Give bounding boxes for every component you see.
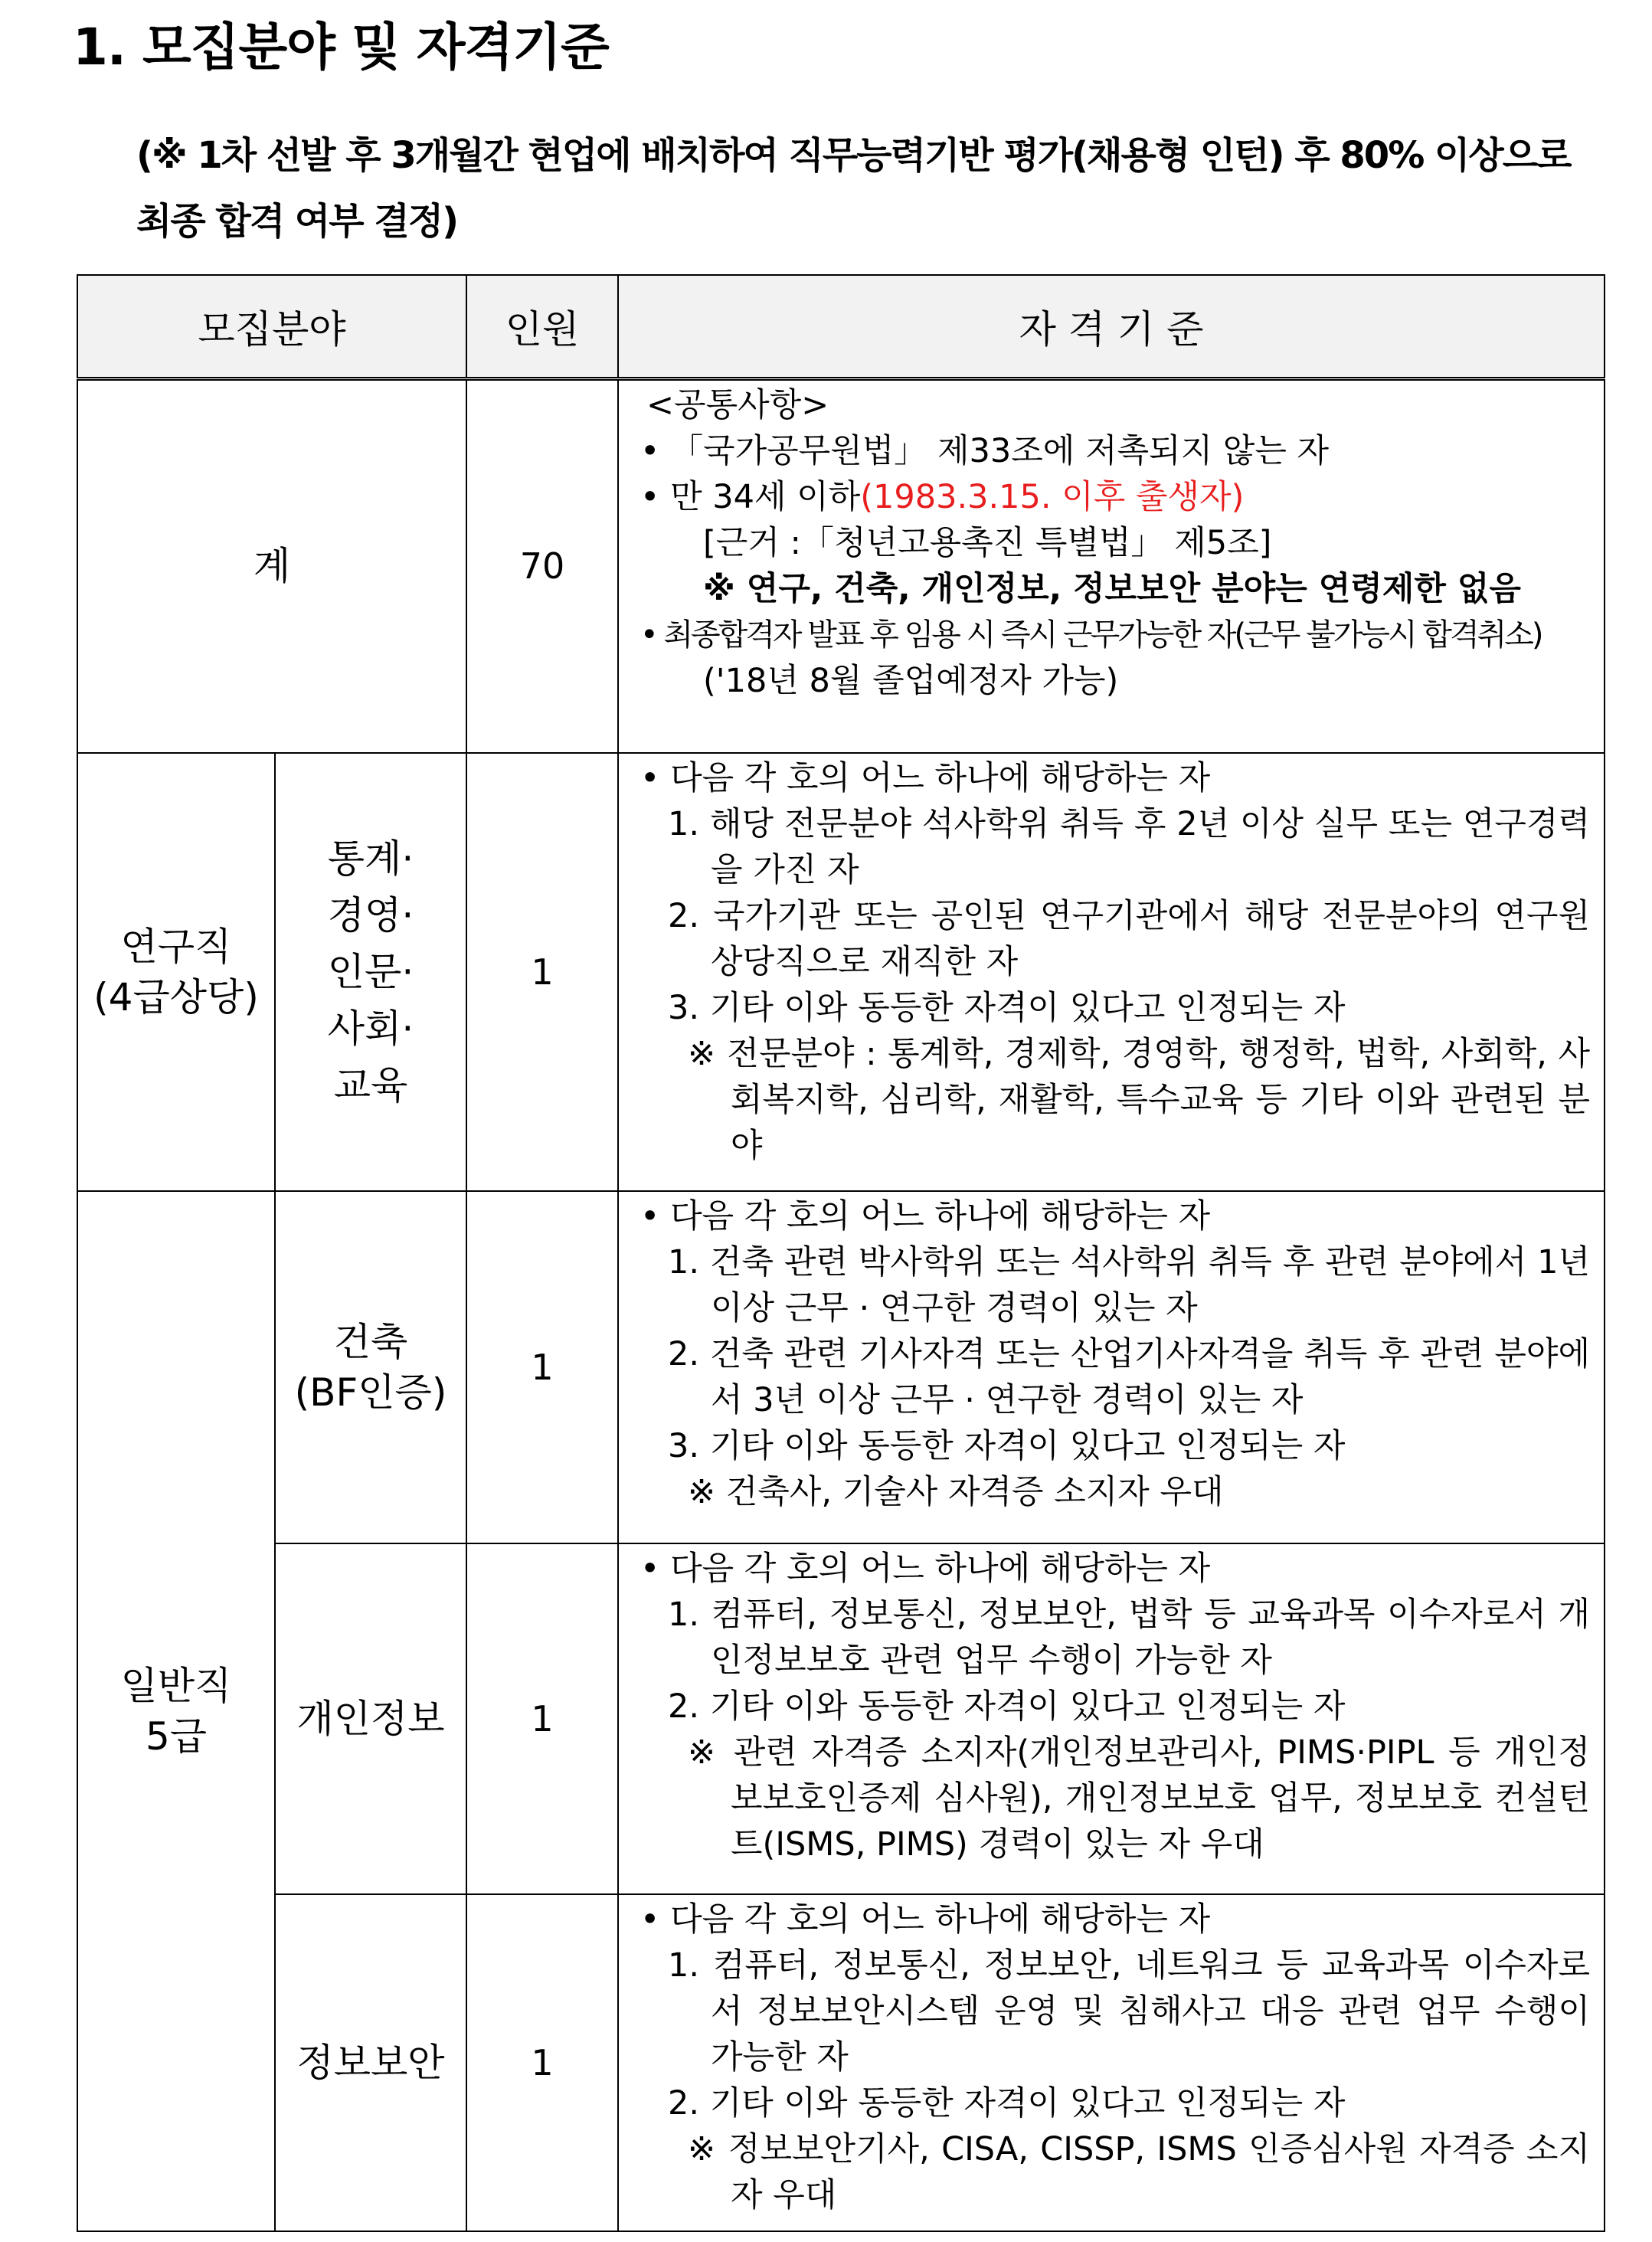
criteria-privacy — [618, 1543, 1605, 1894]
field-privacy: 개인정보 — [275, 1543, 466, 1894]
table-row-architecture — [77, 1191, 1605, 1543]
security-intro: • 다음 각 호의 어느 하나에 해당하는 자 — [640, 1900, 1211, 1939]
architecture-remark: ※ 건축사, 기술사 자격증 소지자 우대 — [688, 1472, 1224, 1511]
common-item-3: • 최종합격자 발표 후 임용 시 즉시 근무가능한 자(근무 불가능시 합격취소) — [640, 617, 1542, 653]
architecture-item-2: 2. 건축 관련 기사자격 또는 산업기사자격을 취득 후 관련 분야에서 3년 이상 근무 · 연구한 경력이 있는 자 — [668, 1334, 1591, 1419]
privacy-intro: • 다음 각 호의 어느 하나에 해당하는 자 — [640, 1549, 1211, 1588]
total-label: 계 — [77, 379, 466, 753]
group-research: 연구직 (4급상당) — [77, 753, 275, 1191]
criteria-architecture — [618, 1191, 1605, 1543]
recruitment-table — [77, 274, 1605, 2232]
common-criteria — [618, 379, 1605, 753]
research-remark: ※ 전문분야 : 통계학, 경제학, 경영학, 행정학, 법학, 사회학, 사회복지학, 심리학, 재활학, 특수교육 등 기타 이와 관련된 분야 — [688, 1034, 1591, 1165]
total-count: 70 — [466, 379, 618, 753]
common-item-3-sub: ('18년 8월 졸업예정자 가능) — [703, 662, 1119, 700]
age-limit-exception: ※ 연구, 건축, 개인정보, 정보보안 분야는 연령제한 없음 — [703, 570, 1521, 608]
table-row-research — [77, 753, 1605, 1191]
privacy-remark: ※ 관련 자격증 소지자(개인정보관리사, PIMS·PIPL 등 개인정보보호인증제 심사원), 개인정보보호 업무, 정보보호 컨설턴트(ISMS, PIMS) 경력이 있는 자 우대 — [688, 1733, 1591, 1864]
criteria-research — [618, 753, 1605, 1191]
header-criteria: 자 격 기 준 — [618, 275, 1605, 379]
table-header-row — [77, 275, 1605, 379]
common-item-1: • 「국가공무원법」 제33조에 저촉되지 않는 자 — [640, 432, 1330, 470]
page-title: 1. 모집분야 및 자격기준 — [73, 18, 609, 77]
field-research: 통계· 경영· 인문· 사회· 교육 — [275, 753, 466, 1191]
research-item-3: 3. 기타 이와 동등한 자격이 있다고 인정되는 자 — [668, 988, 1346, 1027]
security-item-2: 2. 기타 이와 동등한 자격이 있다고 인정되는 자 — [668, 2083, 1346, 2123]
count-privacy: 1 — [466, 1543, 618, 1894]
table-row-total — [77, 379, 1605, 753]
common-item-2: • 만 34세 이하(1983.3.15. 이후 출생자) — [640, 478, 1245, 516]
research-item-1: 1. 해당 전문분야 석사학위 취득 후 2년 이상 실무 또는 연구경력을 가진 자 — [668, 804, 1591, 889]
architecture-item-3: 3. 기타 이와 동등한 자격이 있다고 인정되는 자 — [668, 1426, 1346, 1465]
table-row-privacy — [77, 1543, 1605, 1894]
count-security: 1 — [466, 1894, 618, 2231]
architecture-item-1: 1. 건축 관련 박사학위 또는 석사학위 취득 후 관련 분야에서 1년 이상 근무 · 연구한 경력이 있는 자 — [668, 1242, 1591, 1327]
criteria-security — [618, 1894, 1605, 2231]
group-general: 일반직 5급 — [77, 1191, 275, 2231]
header-field: 모집분야 — [77, 275, 466, 379]
age-limit-date: (1983.3.15. 이후 출생자) — [860, 478, 1245, 516]
age-limit-basis: [근거 :「청년고용촉진 특별법」 제5조] — [703, 524, 1272, 562]
privacy-item-2: 2. 기타 이와 동등한 자격이 있다고 인정되는 자 — [668, 1687, 1346, 1726]
research-item-2: 2. 국가기관 또는 공인된 연구기관에서 해당 전문분야의 연구원 상당직으로 재직한 자 — [668, 896, 1591, 981]
count-research: 1 — [466, 753, 618, 1191]
privacy-item-1: 1. 컴퓨터, 정보통신, 정보보안, 법학 등 교육과목 이수자로서 개인정보보호 관련 업무 수행이 가능한 자 — [668, 1595, 1591, 1680]
field-architecture: 건축 (BF인증) — [275, 1191, 466, 1543]
common-title: <공통사항> — [646, 386, 829, 424]
research-intro: • 다음 각 호의 어느 하나에 해당하는 자 — [640, 758, 1211, 797]
table-row-security — [77, 1894, 1605, 2231]
security-item-1: 1. 컴퓨터, 정보통신, 정보보안, 네트워크 등 교육과목 이수자로서 정보보안시스템 운영 및 침해사고 대응 관련 업무 수행이 가능한 자 — [668, 1946, 1591, 2077]
security-remark: ※ 정보보안기사, CISA, CISSP, ISMS 인증심사원 자격증 소지자 우대 — [688, 2129, 1591, 2214]
header-count: 인원 — [466, 275, 618, 379]
selection-note: (※ 1차 선발 후 3개월간 현업에 배치하여 직무능력기반 평가(채용형 인턴) 후 80% 이상으로 최종 합격 여부 결정) — [136, 134, 1571, 243]
field-security: 정보보안 — [275, 1894, 466, 2231]
count-architecture: 1 — [466, 1191, 618, 1543]
architecture-intro: • 다음 각 호의 어느 하나에 해당하는 자 — [640, 1196, 1211, 1236]
